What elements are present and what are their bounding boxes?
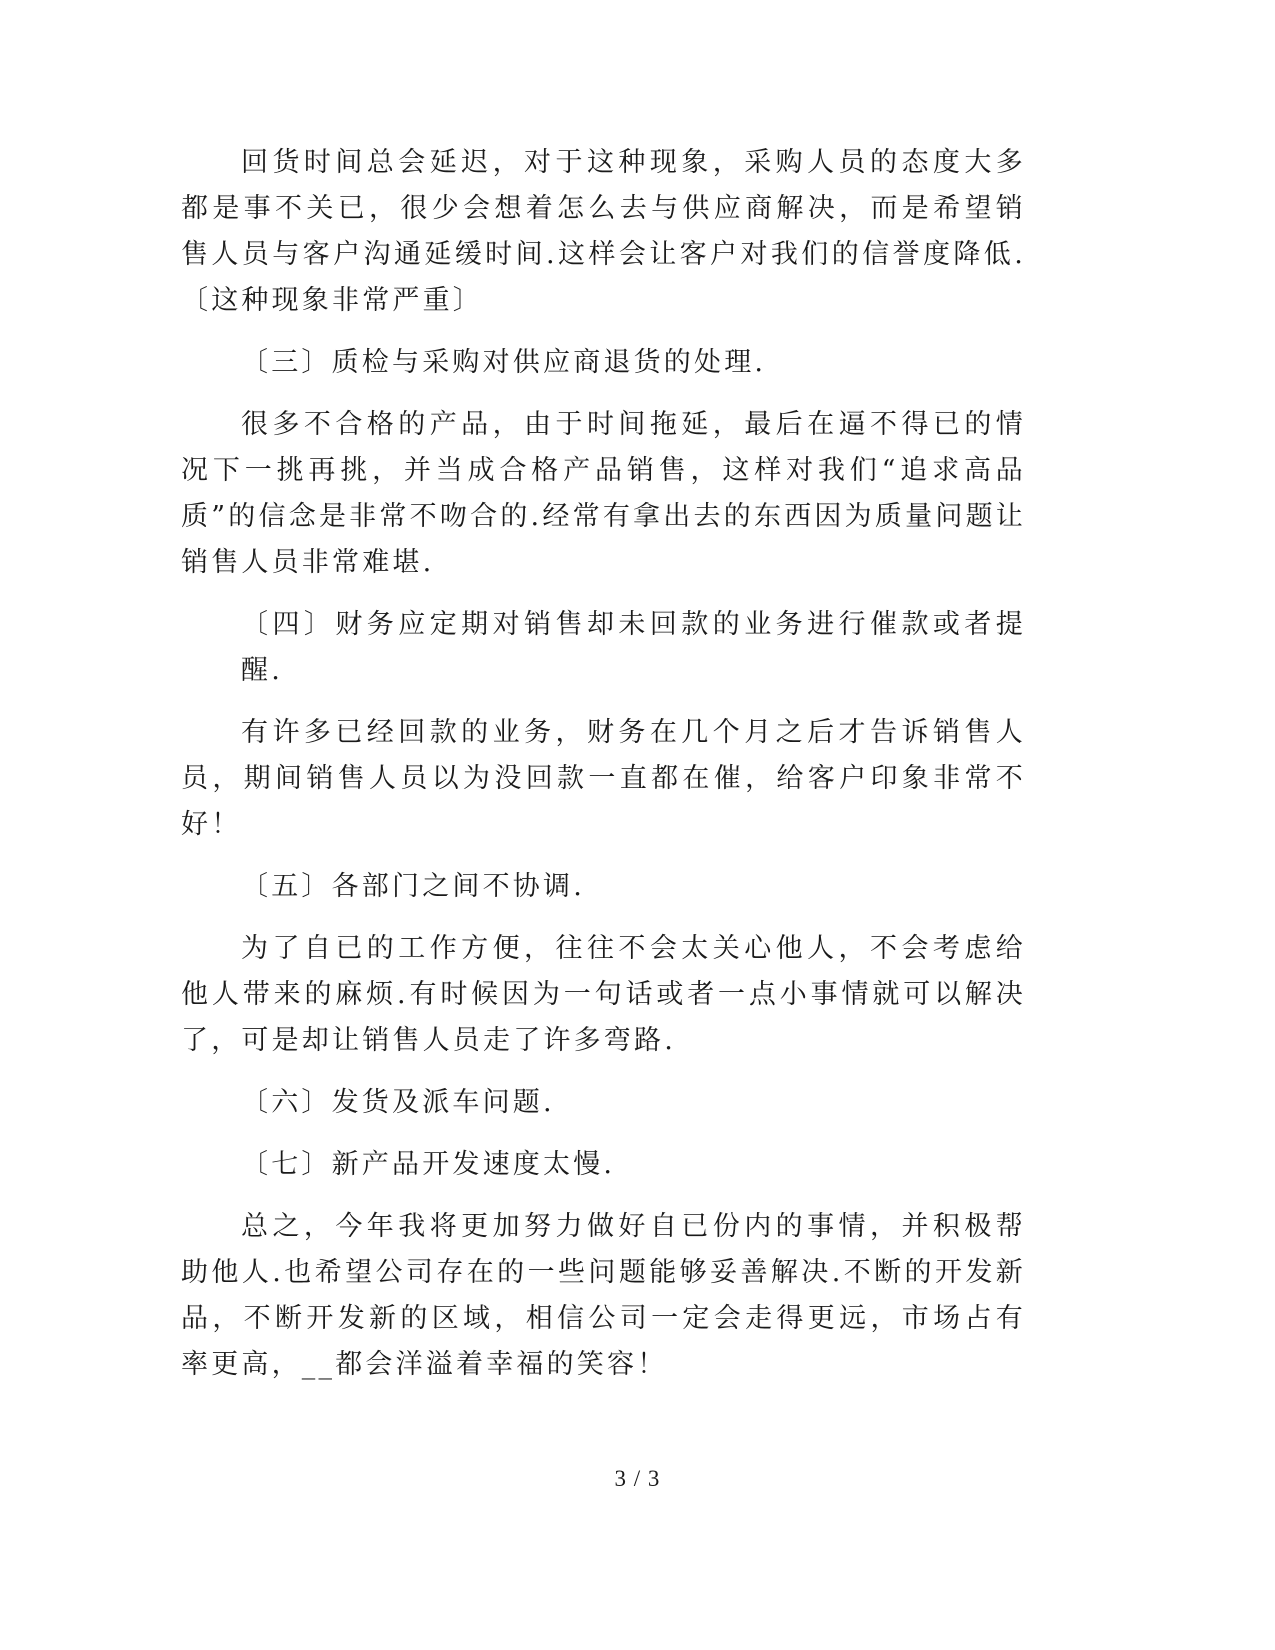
section-heading-6: 〔六〕发货及派车问题. (241, 1087, 555, 1118)
paragraph-return-delay: 回货时间总会延迟，对于这种现象，采购人员的态度大多都是事不关已，很少会想着怎么去与供应商解决，而是希望销售人员与客户沟通延缓时间.这样会让客户对我们的信誉度降低.〔这种现象非常严重〕 (181, 147, 1026, 316)
document-body (181, 140, 1026, 1404)
page-number: 3 / 3 (614, 1466, 661, 1491)
section-heading-3: 〔三〕质检与采购对供应商退货的处理. (241, 347, 767, 378)
paragraph-conclusion: 总之，今年我将更加努力做好自已份内的事情，并积极帮助他人.也希望公司存在的一些问题能够妥善解决.不断的开发新品，不断开发新的区域，相信公司一定会走得更远，市场占有率更高，__都会洋溢着幸福的笑容！ (181, 1211, 1026, 1380)
paragraph-payment-issue: 有许多已经回款的业务，财务在几个月之后才告诉销售人员，期间销售人员以为没回款一直都在催，给客户印象非常不好！ (181, 717, 1026, 840)
paragraph-coordination-issue: 为了自已的工作方便，往往不会太关心他人，不会考虑给他人带来的麻烦.有时候因为一句话或者一点小事情就可以解决了，可是却让销售人员走了许多弯路. (181, 933, 1026, 1056)
paragraph-quality-issue: 很多不合格的产品，由于时间拖延，最后在逼不得已的情况下一挑再挑，并当成合格产品销售，这样对我们“追求高品质”的信念是非常不吻合的.经常有拿出去的东西因为质量问题让销售人员非常难堪. (181, 409, 1026, 578)
section-heading-7: 〔七〕新产品开发速度太慢. (241, 1149, 616, 1180)
section-heading-4: 〔四〕财务应定期对销售却未回款的业务进行催款或者提醒. (241, 609, 1026, 686)
section-heading-5: 〔五〕各部门之间不协调. (241, 871, 585, 902)
